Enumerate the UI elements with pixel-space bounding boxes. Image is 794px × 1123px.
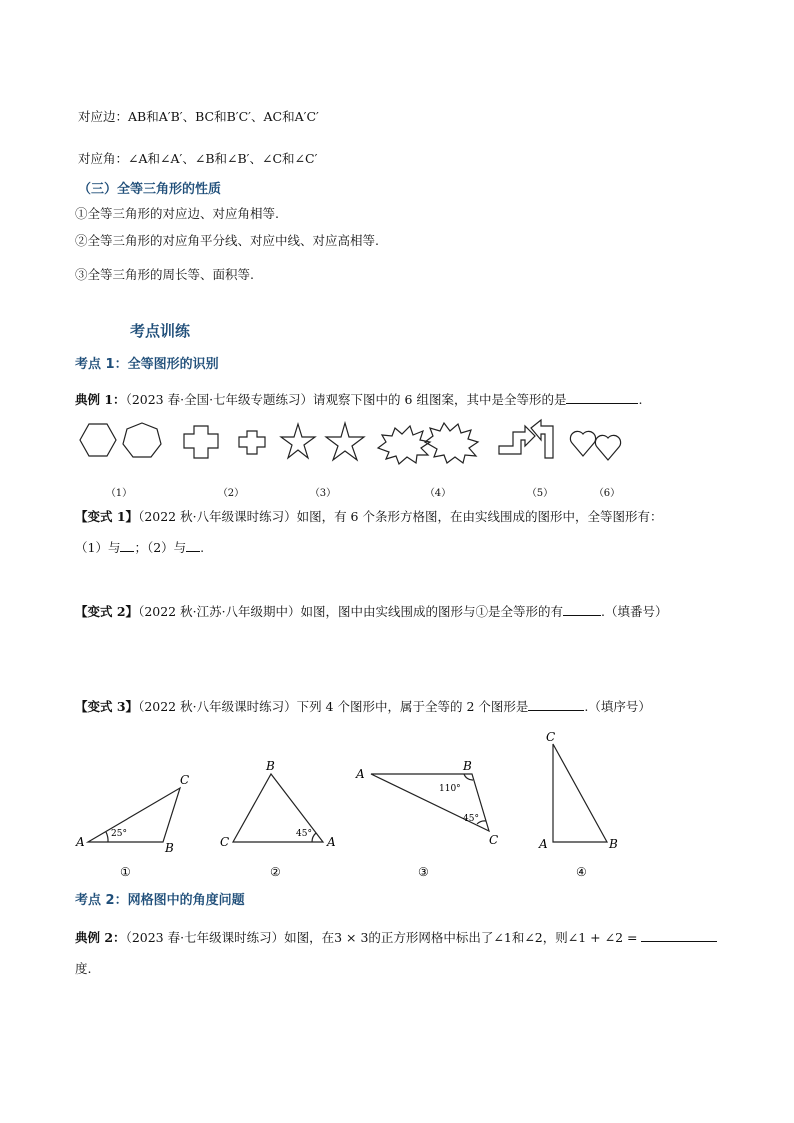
example2-answer-blank[interactable] xyxy=(641,929,717,942)
kp2-title: 考点 2：网格图中的角度问题 xyxy=(75,893,245,908)
t2-label-a: A xyxy=(327,835,336,849)
t3-label-c: C xyxy=(489,833,499,847)
variant1-label: 【变式 1】 xyxy=(75,509,139,524)
shape-label-3: （3） xyxy=(309,488,337,499)
variant3-answer-blank[interactable] xyxy=(528,698,584,711)
t4-number: ④ xyxy=(576,865,587,879)
shape-label-4: （4） xyxy=(424,488,452,499)
t1-label-b: B xyxy=(165,841,174,855)
t3-label-a: A xyxy=(356,767,365,781)
variant1-answer-line: （1）与 ；（2）与 . xyxy=(75,540,205,555)
triangles-figure xyxy=(0,728,794,888)
property-2: ②全等三角形的对应角平分线、对应中线、对应高相等. xyxy=(75,233,379,248)
shape-label-5: （5） xyxy=(526,488,554,499)
small-cross-shape xyxy=(239,431,265,454)
t3-label-b: B xyxy=(463,759,472,773)
variant1 xyxy=(75,508,662,526)
triangle-4 xyxy=(553,744,607,842)
arrow-shape-1 xyxy=(499,426,535,454)
t2-label-c: C xyxy=(220,835,230,849)
example2 xyxy=(75,929,717,947)
example1: 典例 1：（2023 春·全国·七年级专题练习）请观察下图中的 6 组图案，其中是全等形的是 . xyxy=(75,392,643,407)
t4-label-b: B xyxy=(609,837,618,851)
variant3: 【变式 3】（2022 秋·八年级课时练习）下列 4 个图形中，属于全等的 2 个图形是 .（填序号） xyxy=(75,699,651,714)
example2-label: 典例 2： xyxy=(75,930,126,945)
property-3: ③全等三角形的周长等、面积等. xyxy=(75,267,254,282)
large-cross-shape xyxy=(184,426,218,458)
shape-label-1: （1） xyxy=(105,488,133,499)
example2-text: （2023 春·七年级课时练习）如图，在3 × 3的正方形网格中标出了∠1和∠2，则∠1 + ∠2 = xyxy=(125,930,638,945)
t3-angle1: 110° xyxy=(439,784,461,794)
corresponding-angles: 对应角：∠A和∠A′、∠B和∠B′、∠C和∠C′ xyxy=(78,151,318,166)
triangle-2-angle-arc xyxy=(312,833,316,842)
t4-label-a: A xyxy=(539,837,548,851)
shape-label-2: （2） xyxy=(217,488,245,499)
t2-angle: 45° xyxy=(296,829,312,839)
arrow-shape-2 xyxy=(531,420,553,458)
variant3-label: 【变式 3】 xyxy=(75,699,139,714)
star-shape-1 xyxy=(281,424,315,458)
triangle-1-angle-arc xyxy=(106,832,108,842)
kp1-title: 考点 1：全等图形的识别 xyxy=(75,357,219,372)
triangle-1 xyxy=(88,788,180,842)
t1-angle: 25° xyxy=(111,829,127,839)
variant2-answer-blank[interactable] xyxy=(563,603,601,616)
t2-label-b: B xyxy=(266,759,275,773)
property-1: ①全等三角形的对应边、对应角相等. xyxy=(75,206,279,221)
star-shape-2 xyxy=(326,423,364,460)
hexagon-shape xyxy=(80,424,116,456)
example1-text: （2023 春·全国·七年级专题练习）请观察下图中的 6 组图案，其中是全等形的是 xyxy=(125,392,567,407)
variant2-text: （2022 秋·江苏·八年级期中）如图，图中由实线围成的图形与①是全等形的有 xyxy=(138,604,564,619)
variant1-blank-2[interactable] xyxy=(186,539,200,552)
variant1-blank-1[interactable] xyxy=(120,539,134,552)
burst-shape-2 xyxy=(425,423,478,463)
burst-shape-1 xyxy=(378,426,430,464)
example1-label: 典例 1： xyxy=(75,392,126,407)
corresponding-sides: 对应边：AB和A′B′、BC和B′C′、AC和A′C′ xyxy=(78,109,319,124)
variant3-text: （2022 秋·八年级课时练习）下列 4 个图形中，属于全等的 2 个图形是 xyxy=(138,699,529,714)
t3-angle2: 45° xyxy=(463,814,479,824)
t1-label-c: C xyxy=(180,773,190,787)
t2-number: ② xyxy=(270,865,281,879)
t1-label-a: A xyxy=(76,835,85,849)
heptagon-shape xyxy=(123,423,161,457)
variant2-label: 【变式 2】 xyxy=(75,604,139,619)
t4-label-c: C xyxy=(546,730,556,744)
t1-number: ① xyxy=(120,865,131,879)
heart-shape-1 xyxy=(570,431,595,456)
t3-number: ③ xyxy=(418,865,429,879)
example2-line2: 度. xyxy=(75,961,92,976)
example1-answer-blank[interactable] xyxy=(566,391,638,404)
training-title: 考点训练 xyxy=(130,322,191,340)
heart-shape-2 xyxy=(595,435,620,460)
variant1-text: （2022 秋·八年级课时练习）如图，有 6 个条形方格图，在由实线围成的图形中，全等图形有： xyxy=(138,509,663,524)
variant2: 【变式 2】（2022 秋·江苏·八年级期中）如图，图中由实线围成的图形与①是全等形的有 .（填番号） xyxy=(75,604,668,619)
section3-title: （三）全等三角形的性质 xyxy=(78,182,222,197)
shape-label-6: （6） xyxy=(593,488,621,499)
